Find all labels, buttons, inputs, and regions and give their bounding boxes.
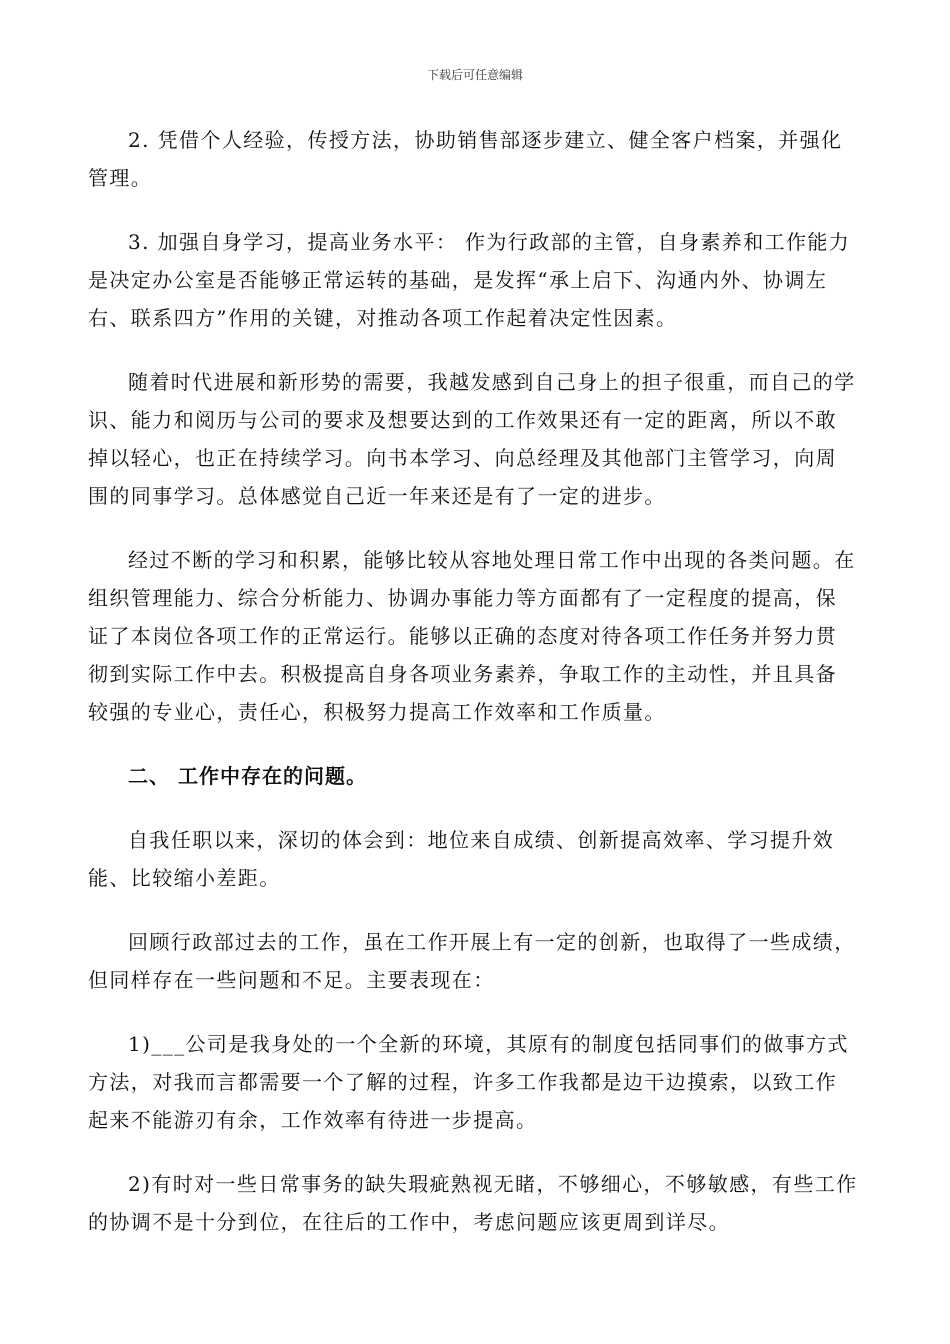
paragraph-continuous-study: 随着时代进展和新形势的需要，我越发感到自己身上的担子很重，而自己的学识、能力和阅历与公司的要求及想要达到的工作效果还有一定的距离，所以不敢掉以轻心，也正在持续学习。向书本学习、向总经理及其他部门主管学习，向周围的同事学习。总体感觉自己近一年来还是有了一定的进步。: [88, 370, 856, 508]
paragraph-self-learning: 3. 加强自身学习，提高业务水平： 作为行政部的主管，自身素养和工作能力是决定办公室是否能够正常运转的基础，是发挥“承上启下、沟通内外、协调左右、联系四方”作用的关键，对推动各项工作起着决定性因素。: [88, 230, 851, 330]
paragraph-review: 回顾行政部过去的工作，虽在工作开展上有一定的创新，也取得了一些成绩，但同样存在一些问题和不足。主要表现在：: [88, 930, 856, 992]
section-heading-problems: 二、 工作中存在的问题。: [128, 764, 367, 788]
paragraph-client-archives: 2. 凭借个人经验，传授方法，协助销售部逐步建立、健全客户档案，并强化管理。: [88, 128, 843, 190]
page-header-note: 下载后可任意编辑: [426, 68, 523, 82]
document-body: [88, 121, 858, 1267]
paragraph-problem-1: 1)___公司是我身处的一个全新的环境，其原有的制度包括同事们的做事方式方法，对我而言都需要一个了解的过程，许多工作我都是边干边摸索，以致工作起来不能游刃有余，工作效率有待进一步提高。: [88, 1032, 849, 1132]
paragraph-problem-2: 2)有时对一些日常事务的缺失瑕疵熟视无睹，不够细心，不够敏感，有些工作的协调不是十分到位，在往后的工作中，考虑问题应该更周到详尽。: [88, 1172, 858, 1234]
paragraph-accumulation: 经过不断的学习和积累，能够比较从容地处理日常工作中出现的各类问题。在组织管理能力、综合分析能力、协调办事能力等方面都有了一定程度的提高，保证了本岗位各项工作的正常运行。能够以正确的态度对待各项工作任务并努力贯彻到实际工作中去。积极提高自身各项业务素养，争取工作的主动性，并且具备较强的专业心，责任心，积极努力提高工作效率和工作质量。: [88, 548, 856, 724]
paragraph-experience: 自我任职以来，深切的体会到：地位来自成绩、创新提高效率、学习提升效能、比较缩小差距。: [88, 828, 835, 890]
